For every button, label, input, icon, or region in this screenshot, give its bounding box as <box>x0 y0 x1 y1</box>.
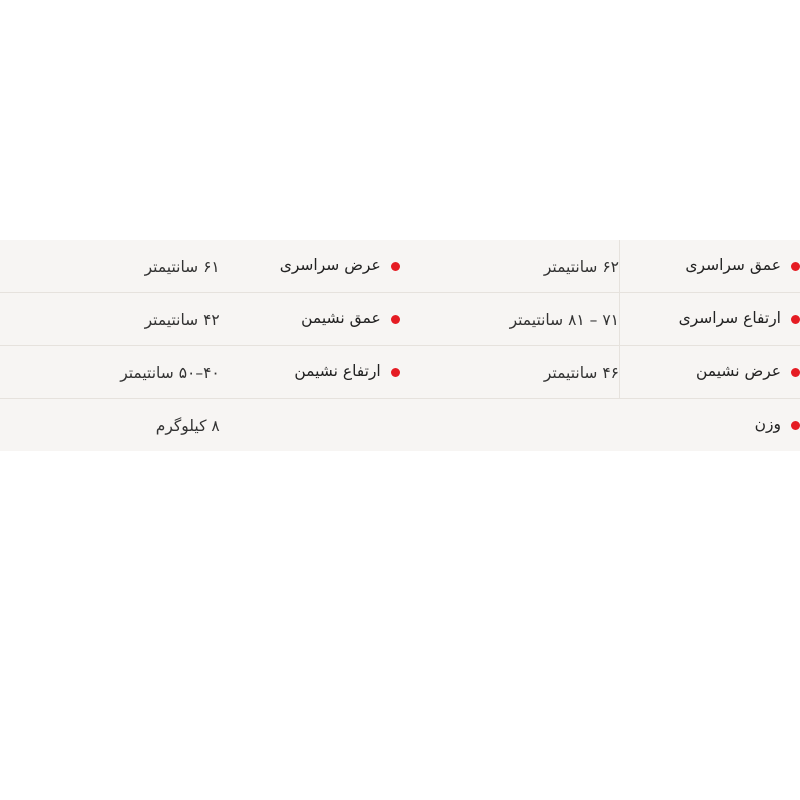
spec-value-cell <box>400 346 620 399</box>
spec-label-cell <box>620 240 800 293</box>
spec-label-cell <box>220 346 400 399</box>
spec-value: ۴۲ سانتیمتر <box>144 310 220 329</box>
spec-value: ۶۲ سانتیمتر <box>543 257 619 276</box>
spec-value: ۸ کیلوگرم <box>155 416 220 435</box>
spec-value-cell <box>0 293 220 346</box>
spec-value: ۶۱ سانتیمتر <box>144 257 220 276</box>
spec-label: عمق سراسری <box>685 256 781 275</box>
spec-label-cell-empty <box>220 399 400 452</box>
spec-label: عمق نشیمن <box>301 309 381 328</box>
spec-value-cell <box>0 346 220 399</box>
spec-value-cell <box>0 399 220 452</box>
spec-label: ارتفاع نشیمن <box>294 362 381 381</box>
spec-label-cell <box>220 240 400 293</box>
spec-value-cell <box>0 240 220 293</box>
red-dot-icon <box>791 262 800 271</box>
spec-label-cell <box>620 346 800 399</box>
spec-label-cell <box>620 399 800 452</box>
red-dot-icon <box>791 421 800 430</box>
table-row <box>0 346 800 399</box>
spec-value-cell <box>400 399 620 452</box>
table-row <box>0 399 800 452</box>
spec-table <box>0 240 800 451</box>
red-dot-icon <box>391 368 400 377</box>
spec-value: ۷۱ – ۸۱ سانتیمتر <box>509 310 619 329</box>
spec-label-cell <box>220 293 400 346</box>
red-dot-icon <box>391 315 400 324</box>
spec-value-cell <box>400 240 620 293</box>
spec-label: ارتفاع سراسری <box>678 309 781 328</box>
spec-label: عرض سراسری <box>279 256 381 275</box>
spec-label-cell <box>620 293 800 346</box>
spec-value-cell <box>400 293 620 346</box>
spec-value: ۴۶ سانتیمتر <box>543 363 619 382</box>
spec-label: عرض نشیمن <box>695 362 781 381</box>
table-row <box>0 293 800 346</box>
spec-table-band <box>0 240 800 451</box>
red-dot-icon <box>791 315 800 324</box>
red-dot-icon <box>391 262 400 271</box>
spec-value: ۴۰–۵۰ سانتیمتر <box>120 363 220 382</box>
spec-label: وزن <box>754 415 781 434</box>
table-row <box>0 240 800 293</box>
red-dot-icon <box>791 368 800 377</box>
